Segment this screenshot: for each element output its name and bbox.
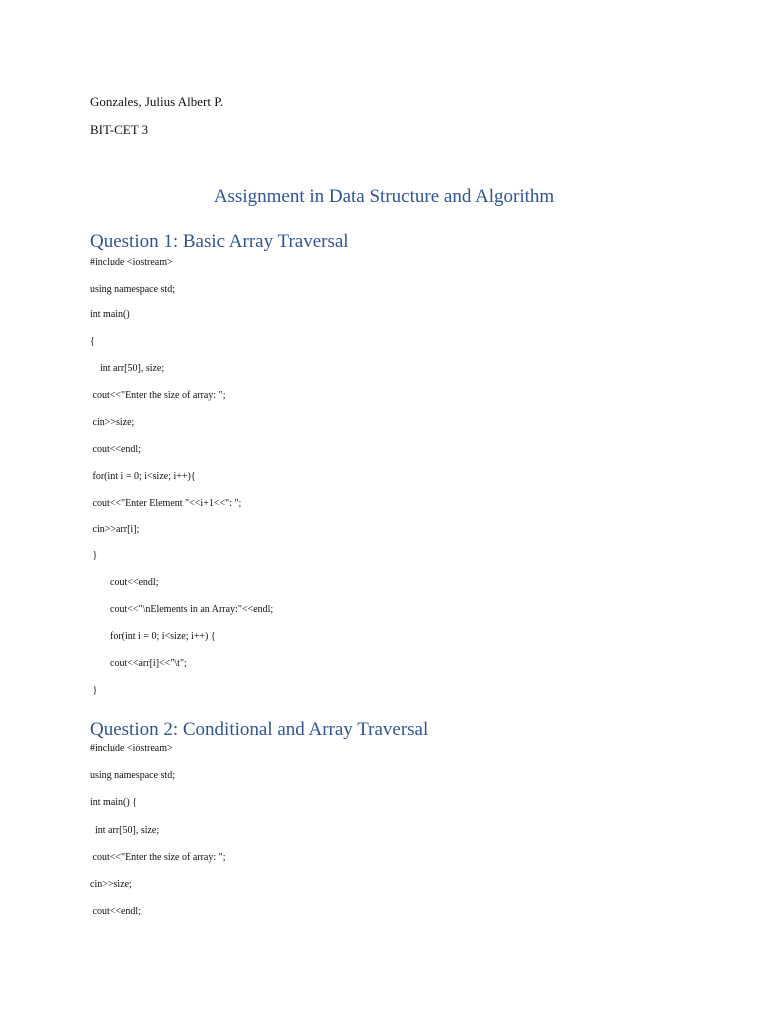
code-line: }: [90, 685, 98, 696]
code-line: cout<<endl;: [90, 906, 141, 917]
code-line: cin>>arr[i];: [90, 524, 140, 535]
document-title: Assignment in Data Structure and Algorithm: [213, 186, 555, 207]
code-line: cout<<"\nElements in an Array:"<<endl;: [90, 604, 274, 615]
code-line: cin>>size;: [90, 417, 135, 428]
code-line: for(int i = 0; i<size; i++) {: [90, 631, 216, 642]
code-line: int arr[50], size;: [90, 363, 165, 374]
code-line: int main() {: [90, 797, 138, 808]
code-line: cout<<"Enter the size of array: ";: [90, 852, 226, 863]
code-line: cin>>size;: [90, 879, 132, 890]
code-line: cout<<endl;: [90, 444, 141, 455]
question-2-heading: Question 2: Conditional and Array Traversal: [90, 719, 429, 740]
code-line: for(int i = 0; i<size; i++){: [90, 471, 196, 482]
course-section: BIT-CET 3: [90, 122, 149, 137]
code-line: }: [90, 550, 98, 561]
code-line: #include <iostream>: [90, 743, 173, 754]
code-line: int arr[50], size;: [90, 825, 160, 836]
code-line: cout<<endl;: [90, 577, 159, 588]
code-line: {: [90, 336, 95, 347]
question-1-heading: Question 1: Basic Array Traversal: [90, 231, 349, 252]
code-line: int main(): [90, 309, 130, 320]
code-line: using namespace std;: [90, 284, 175, 295]
author-name: Gonzales, Julius Albert P.: [90, 94, 224, 109]
code-line: using namespace std;: [90, 770, 175, 781]
code-line: #include <iostream>: [90, 257, 173, 268]
code-line: cout<<"Enter the size of array: ";: [90, 390, 226, 401]
code-line: cout<<"Enter Element "<<i+1<<": ";: [90, 498, 242, 509]
code-line: cout<<arr[i]<<"\t";: [90, 658, 187, 669]
